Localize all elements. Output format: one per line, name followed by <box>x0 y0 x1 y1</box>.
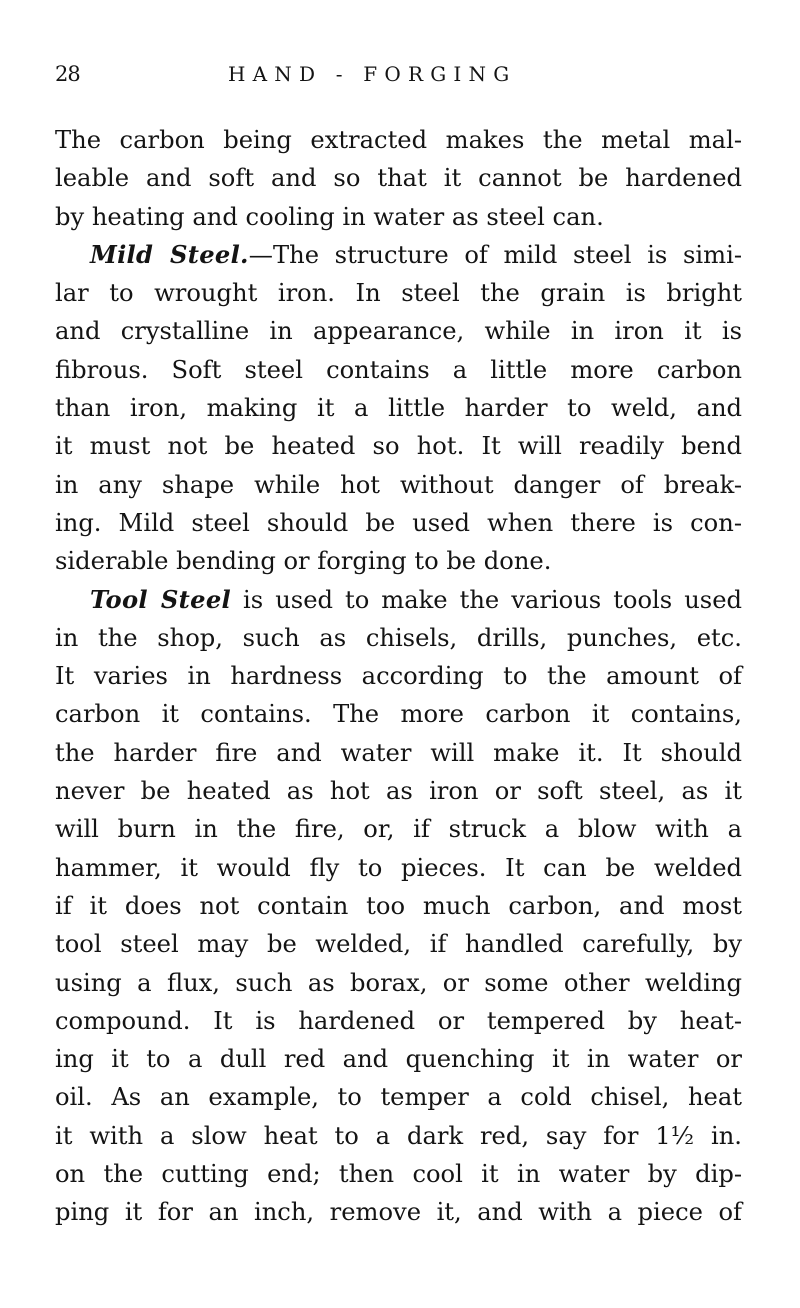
text-line <box>55 852 742 890</box>
text-line <box>55 813 742 851</box>
line-text: ing it to a dull red and quenching it in water or <box>55 1045 742 1074</box>
text-line <box>55 1196 742 1234</box>
line-text: the harder fire and water will make it. It should <box>55 738 742 767</box>
text-line <box>55 928 742 966</box>
line-text: it with a slow heat to a dark red, say for 1½ in. <box>55 1121 742 1150</box>
body-text <box>55 124 742 1235</box>
text-line <box>55 201 742 239</box>
text-line <box>55 1005 742 1043</box>
text-line <box>55 737 742 775</box>
text-line <box>55 430 742 468</box>
line-text: lar to wrought iron. In steel the grain is bright <box>55 279 742 308</box>
line-text: It varies in hardness according to the amount of <box>55 662 742 691</box>
page-number: 28 <box>55 62 80 86</box>
text-line <box>55 1120 742 1158</box>
text-line <box>55 392 742 430</box>
text-line <box>55 622 742 660</box>
line-text: ing. Mild steel should be used when there is con- <box>55 508 742 537</box>
text-line <box>55 507 742 545</box>
text-line <box>55 1043 742 1081</box>
line-text: is used to make the various tools used <box>231 585 742 614</box>
line-text: —The structure of mild steel is simi- <box>248 240 743 269</box>
text-line <box>55 469 742 507</box>
text-line <box>55 162 742 200</box>
line-text: by heating and cooling in water as steel can. <box>55 202 604 231</box>
text-line <box>55 315 742 353</box>
line-text: never be heated as hot as iron or soft steel, as it <box>55 777 742 806</box>
line-text: using a flux, such as borax, or some other welding <box>55 968 742 997</box>
running-head: HAND - FORGING <box>228 62 517 86</box>
line-text: on the cutting end; then cool it in water by dip- <box>55 1160 742 1189</box>
line-text: leable and soft and so that it cannot be hardened <box>55 164 742 193</box>
line-text: ping it for an inch, remove it, and with a piece of <box>55 1198 742 1227</box>
line-text: The carbon being extracted makes the metal mal- <box>55 126 742 154</box>
text-line <box>55 775 742 813</box>
text-line <box>55 545 742 583</box>
text-line <box>55 967 742 1005</box>
text-line <box>55 698 742 736</box>
line-text: in any shape while hot without danger of break- <box>55 470 742 499</box>
line-text: if it does not contain too much carbon, and most <box>55 891 742 920</box>
line-text: siderable bending or forging to be done. <box>55 547 552 576</box>
line-text: oil. As an example, to temper a cold chisel, heat <box>55 1083 742 1112</box>
paragraph-start-line <box>55 239 742 277</box>
text-line <box>55 1158 742 1196</box>
line-text: compound. It is hardened or tempered by heat- <box>55 1006 742 1035</box>
line-text: carbon it contains. The more carbon it contains, <box>55 700 742 729</box>
text-line <box>55 354 742 392</box>
text-line <box>55 1081 742 1119</box>
line-text: fibrous. Soft steel contains a little more carbon <box>55 355 742 384</box>
section-heading: Tool Steel <box>90 584 232 614</box>
paragraph-start-line <box>55 584 742 622</box>
section-heading: Mild Steel. <box>90 239 249 269</box>
line-text: it must not be heated so hot. It will readily bend <box>55 432 742 461</box>
text-line <box>55 890 742 928</box>
line-text: hammer, it would fly to pieces. It can be welded <box>55 853 742 882</box>
line-text: tool steel may be welded, if handled carefully, by <box>55 930 742 959</box>
line-text: and crystalline in appearance, while in iron it is <box>55 317 742 346</box>
text-line <box>55 124 742 162</box>
text-line <box>55 660 742 698</box>
line-text: in the shop, such as chisels, drills, punches, etc. <box>55 623 742 652</box>
line-text: than iron, making it a little harder to weld, and <box>55 394 742 423</box>
text-line <box>55 277 742 315</box>
line-text: will burn in the fire, or, if struck a blow with a <box>55 815 742 844</box>
